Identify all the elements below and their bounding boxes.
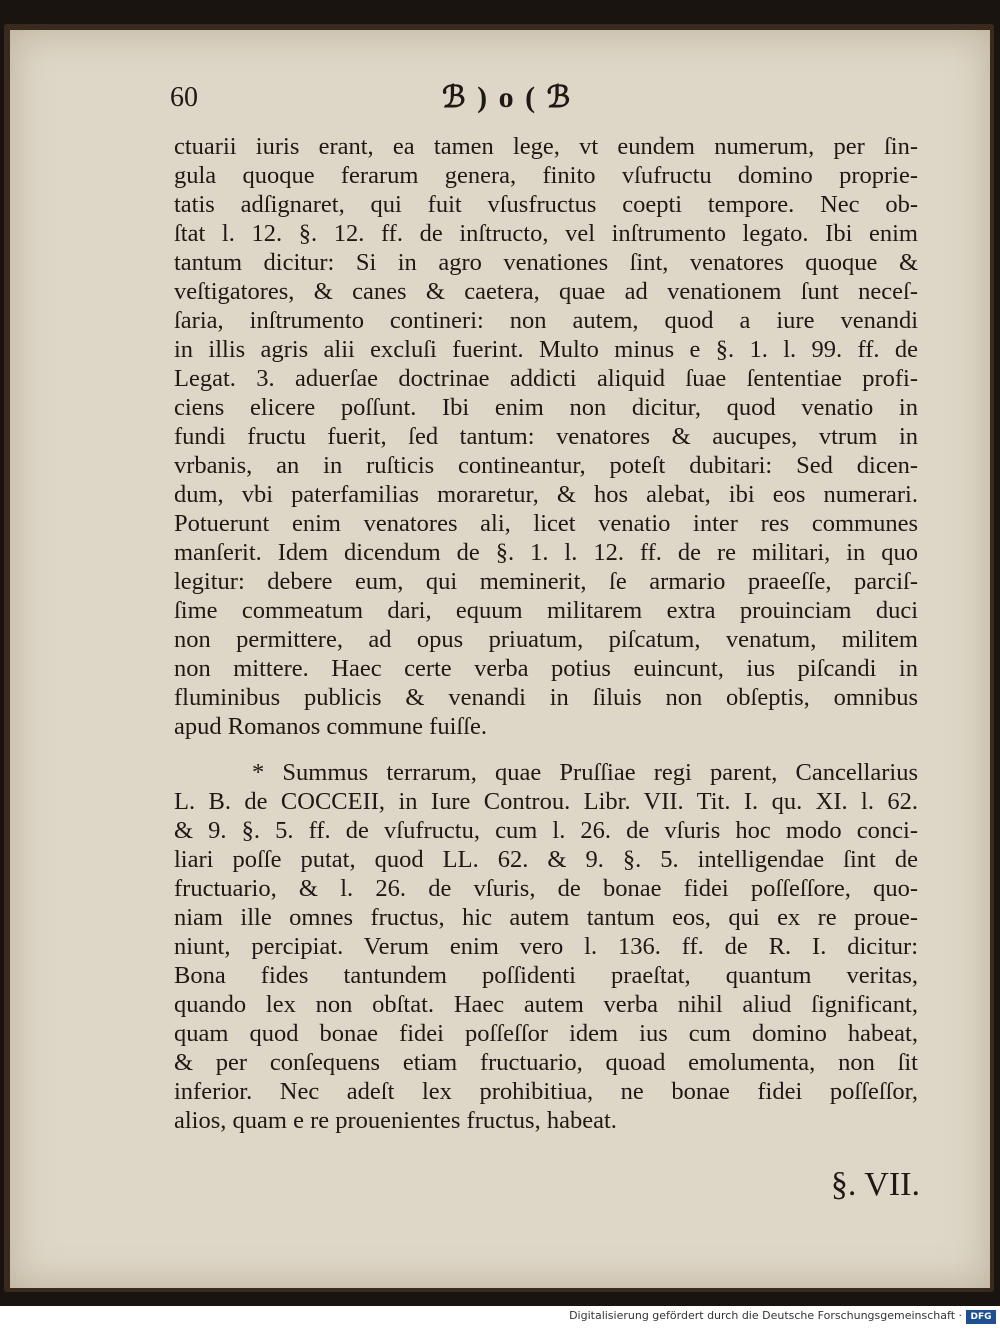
text-line: Legat. 3. aduerſae doctrinae addicti aliquid ſuae ſententiae profi-	[174, 365, 918, 392]
footnote-line: alios, quam e re prouenientes fructus, habeat.	[174, 1107, 617, 1134]
text-line: ſtat l. 12. §. 12. ff. de inſtructo, vel inſtrumento legato. Ibi enim	[174, 220, 918, 247]
footnote-line: inferior. Nec adeſt lex prohibitiua, ne bonae fidei poſſeſſor,	[174, 1078, 918, 1105]
footnote-line: niam ille omnes fructus, hic autem tantum eos, qui ex re proue-	[174, 904, 918, 931]
text-line: non mittere. Haec certe verba potius euincunt, ius piſcandi in	[174, 655, 918, 682]
text-line: gula quoque ferarum genera, finito vſufructu domino proprie-	[174, 162, 918, 189]
footnote-line: fructuario, & l. 26. de vſuris, de bonae fidei poſſeſſore, quo-	[174, 875, 918, 902]
text-line: non permittere, ad opus priuatum, piſcatum, venatum, militem	[174, 626, 918, 653]
footnote-line: L. B. de COCCEII, in Iure Controu. Libr. VII. Tit. I. qu. XI. l. 62.	[174, 788, 918, 815]
text-line: veſtigatores, & canes & caetera, quae ad venationem ſunt neceſ-	[174, 278, 918, 305]
footnote-line: Bona fides tantundem poſſidenti praeſtat, quantum veritas,	[174, 962, 918, 989]
footnote-line: & 9. §. 5. ff. de vſufructu, cum l. 26. de vſuris hoc modo conci-	[174, 817, 918, 844]
footnote-line: quando lex non obſtat. Haec autem verba nihil aliud ſignificant,	[174, 991, 918, 1018]
footnote-line: & per conſequens etiam fructuario, quoad emolumenta, non ſit	[174, 1049, 918, 1076]
text-line: apud Romanos commune fuiſſe.	[174, 713, 487, 740]
footnote-line: niunt, percipiat. Verum enim vero l. 136. ff. de R. I. dicitur:	[174, 933, 918, 960]
header-ornament: ℬ ) o ( ℬ	[442, 81, 573, 114]
footnote-line: liari poſſe putat, quod LL. 62. & 9. §. 5. intelligendae ſint de	[174, 846, 918, 873]
catchword: §. VII.	[830, 1166, 920, 1203]
text-line: legitur: debere eum, qui meminerit, ſe armario praeeſſe, parciſ-	[174, 568, 918, 595]
text-line: ſaria, inſtrumento contineri: non autem, quod a iure venandi	[174, 307, 918, 334]
text-line: tantum dicitur: Si in agro venationes ſint, venatores quoque &	[174, 249, 918, 276]
footnote-line: * Summus terrarum, quae Pruſſiae regi parent, Cancellarius	[252, 759, 918, 786]
text-line: in illis agris alii excluſi fuerint. Multo minus e §. 1. l. 99. ff. de	[174, 336, 918, 363]
footer-credit: Digitalisierung gefördert durch die Deutsche Forschungsgemeinschaft ·	[569, 1309, 962, 1322]
text-line: tatis adſignaret, qui fuit vſusfructus coepti tempore. Nec ob-	[174, 191, 918, 218]
text-line: ctuarii iuris erant, ea tamen lege, vt eundem numerum, per ſin-	[174, 133, 918, 160]
text-line: Potuerunt enim venatores ali, licet venatio inter res communes	[174, 510, 918, 537]
dfg-logo-icon: DFG	[966, 1310, 996, 1324]
footnote	[174, 758, 918, 1135]
page-number: 60	[170, 82, 198, 113]
text-line: ciens elicere poſſunt. Ibi enim non dicitur, quod venatio in	[174, 394, 918, 421]
text-line: ſime commeatum dari, equum militarem extra prouinciam duci	[174, 597, 918, 624]
footnote-line: quam quod bonae fidei poſſeſſor idem ius cum domino habeat,	[174, 1020, 918, 1047]
text-line: manſerit. Idem dicendum de §. 1. l. 12. ff. de re militari, in quo	[174, 539, 918, 566]
text-line: vrbanis, an in ruſticis contineantur, poteſt dubitari: Sed dicen-	[174, 452, 918, 479]
main-text	[174, 132, 918, 741]
text-line: fundi fructu fuerit, ſed tantum: venatores & aucupes, vtrum in	[174, 423, 918, 450]
text-line: fluminibus publicis & venandi in ſiluis non obſeptis, omnibus	[174, 684, 918, 711]
text-line: dum, vbi paterfamilias moraretur, & hos alebat, ibi eos numerari.	[174, 481, 918, 508]
running-header	[170, 82, 920, 122]
